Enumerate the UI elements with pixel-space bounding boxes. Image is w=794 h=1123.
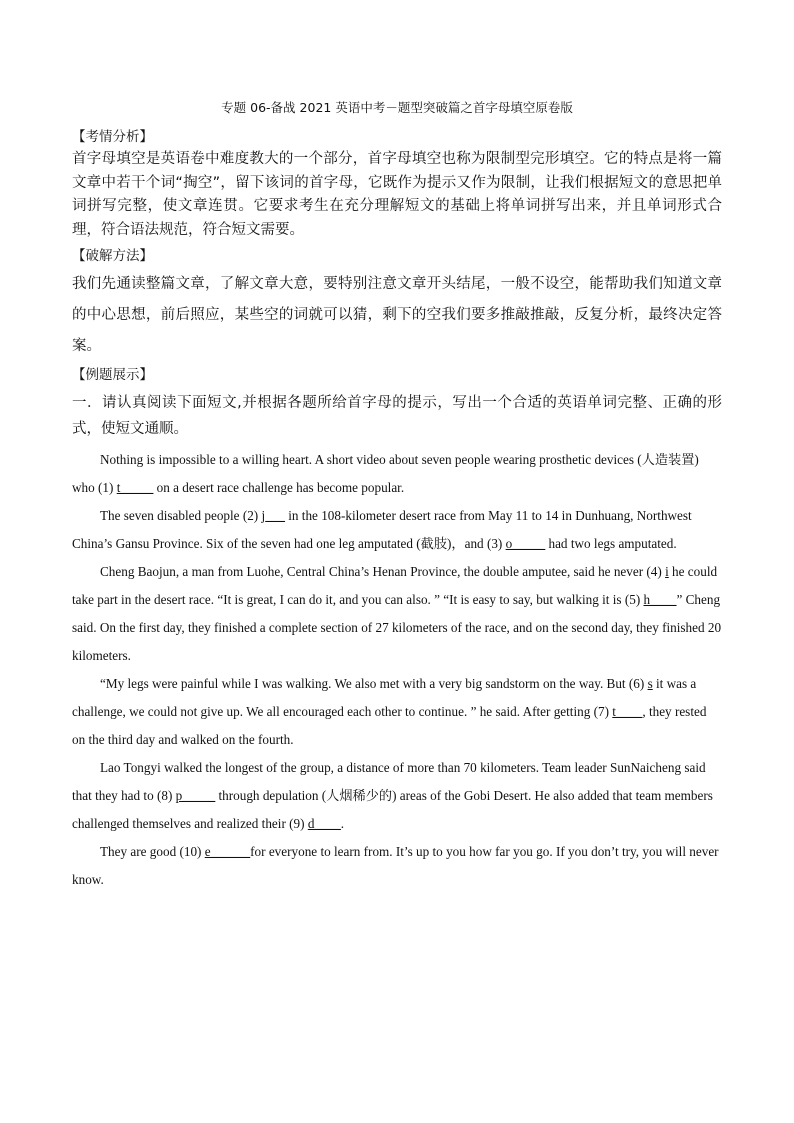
blank-10: e______ — [204, 844, 251, 859]
passage-text: Lao Tongyi walked the longest of the group, a distance of more than 70 kilometers. Team leader SunNaicheng said that they had to (8) — [72, 760, 706, 803]
analysis-heading: 【考情分析】 — [72, 129, 153, 145]
method-heading: 【破解方法】 — [72, 248, 153, 264]
passage-text: had two legs amputated. — [545, 536, 677, 551]
passage-text: They are good (10) — [100, 844, 205, 859]
passage-paragraph-4 — [72, 670, 722, 754]
blank-2: j___ — [261, 508, 285, 523]
blank-1: t_____ — [116, 480, 154, 495]
passage-text: through depulation (人烟稀少的) areas of the Gobi Desert. He also added that team members challenged themselves and realized their (9) — [72, 788, 713, 831]
passage-paragraph-5 — [72, 754, 722, 838]
blank-9: d____ — [307, 816, 341, 831]
method-text: 我们先通读整篇文章，了解文章大意，要特别注意文章开头结尾，一般不设空，能帮助我们知道文章的中心思想，前后照应，某些空的词就可以猜，剩下的空我们要多推敲推敲，反复分析，最终决定答案。 — [72, 276, 722, 354]
passage-text: . — [340, 816, 345, 831]
blank-6: s — [647, 676, 653, 691]
example-heading: 【例题展示】 — [72, 367, 153, 383]
passage-text: ” Cheng said. On the first day, they finished a complete section of 27 kilometers of the race, and on the second day, they finished 20 kilometers. — [72, 592, 722, 663]
blank-3: o_____ — [505, 536, 546, 551]
passage-text: , they rested on the third day and walked on the fourth. — [72, 704, 707, 747]
passage-text: Cheng Baojun, a man from Luohe, Central China’s Henan Province, the double amputee, said he never (4) — [100, 564, 666, 579]
passage-paragraph-1 — [72, 446, 722, 502]
instruction-text: 一．请认真阅读下面短文,并根据各题所给首字母的提示，写出一个合适的英语单词完整、正确的形式，使短文通顺。 — [72, 395, 722, 437]
analysis-text: 首字母填空是英语卷中难度教大的一个部分，首字母填空也称为限制型完形填空。它的特点是将一篇文章中若干个词“掏空”，留下该词的首字母，它既作为提示又作为限制，让我们根据短文的意思把单词拼写完整，使文章连贯。它要求考生在充分理解短文的基础上将单词拼写出来，并且单词形式合理，符合语法规范，符合短文需要。 — [72, 151, 722, 238]
page-title: 专题 06-备战 2021 英语中考－题型突破篇之首字母填空原卷版 — [221, 100, 573, 115]
blank-5: h____ — [643, 592, 677, 607]
passage-paragraph-6 — [72, 838, 722, 894]
passage-paragraph-2 — [72, 502, 722, 558]
passage-text: on a desert race challenge has become popular. — [153, 480, 405, 495]
blank-7: t____ — [612, 704, 643, 719]
passage-text: he could take part in the desert race. “It is great, I can do it, and you can also. ” “It is easy to say, but walking it is (5) — [72, 564, 718, 607]
blank-4: i — [665, 564, 669, 579]
passage-text: The seven disabled people (2) — [100, 508, 262, 523]
passage-text: it was a challenge, we could not give up. We all encouraged each other to continue. ” he said. After getting (7) — [72, 676, 697, 719]
blank-8: p_____ — [175, 788, 216, 803]
passage-text: for everyone to learn from. It’s up to you how far you go. If you don’t try, you will never know. — [72, 844, 719, 887]
passage-text: in the 108-kilometer desert race from May 11 to 14 in Dunhuang, Northwest China’s Gansu Province. Six of the seven had one leg amputated (截肢)，and (3) — [72, 508, 692, 551]
passage-text: “My legs were painful while I was walking. We also met with a very big sandstorm on the way. But (6) — [100, 676, 648, 691]
passage-text: Nothing is impossible to a willing heart. A short video about seven people wearing prosthetic devices (人造装置) who (1) — [72, 452, 699, 495]
passage-paragraph-3 — [72, 558, 722, 670]
